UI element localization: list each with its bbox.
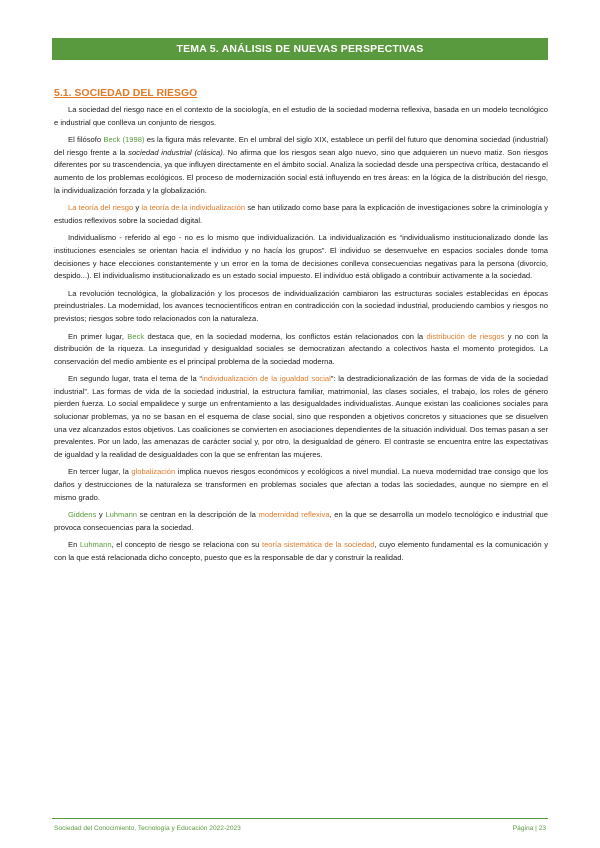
footer-page-number: Página | 23 [512, 825, 546, 832]
key-term: La teoría del riesgo [68, 203, 134, 213]
text-run: y [133, 203, 142, 213]
text-run: El filósofo [68, 135, 104, 145]
text-run: destaca que, en la sociedad moderna, los conflictos están relacionados con la [144, 331, 427, 341]
text-run: . No afirma que los riesgos sean algo nuevo, sino que adquieren un nuevo matiz. Son riesgos diferentes por su trascendencia, ya que influyen directamente en el ámbito social. Analiza la sociedad desde una perspectiva crítica, destacando el aumento de los problemas ecológicos. El proceso de modernización social está influyendo en tres áreas: en la lógica de la distribución del riesgo, la individualización forzada y la globalización. [54, 147, 548, 195]
paragraph [54, 232, 548, 282]
text-run: Individualismo - referido al ego - no es lo mismo que individualización. La individualización es “individualismo institucionalizado donde las instituciones esenciales se orientan hacia el individuo y no hacía los grupos”. El individuo se desenvuelve en espacios sociales donde toma decisiones y hace elecciones constantemente y un error en la toma de decisiones conlleva consecuencias negativas para la persona (divorcio, despido...). El individualismo institucionalizado es un estado social impuesto. El individuo está obligado a contribuir activamente a la sociedad. [54, 233, 548, 281]
paragraph [54, 288, 548, 326]
text-run: La revolución tecnológica, la globalización y los procesos de individualización cambiaron las estructuras sociales establecidas en épocas preindustriales. La modernidad, los avances tecnocientíficos entran en contradicción con la sociedad industrial, produciendo cambios y riesgos no previstos; riesgos sobre todo relacionados con la naturaleza. [54, 288, 548, 323]
key-term: globalización [131, 467, 176, 477]
key-term: modernidad reflexiva [258, 510, 330, 520]
paragraph [54, 104, 548, 129]
key-term: teoría sistemática de la sociedad [261, 540, 375, 550]
footer-course: Sociedad del Conocimiento, Tecnología y Educación 2022-2023 [54, 825, 241, 832]
text-run: es la figura más relevante. En el umbral del siglo XIX, establece un perfil del futuro que denomina sociedad (industrial) del riesgo frente a la [54, 135, 548, 157]
text-run: En segundo lugar, trata el tema de la “ [68, 374, 202, 384]
text-run: , en la que se desarrolla un modelo tecnológico e industrial que provoca consecuencias para la sociedad. [54, 510, 548, 532]
text-run: y no con la distribución de la riqueza. La inseguridad y desigualdad sociales se democratizan afectando a colectivos hasta el momento protegidos. La conservación del medio ambiente es el principal problema de la sociedad moderna. [54, 331, 548, 366]
key-term: la teoría de la individualización [141, 203, 246, 213]
text-run: En [68, 540, 80, 550]
paragraph [54, 466, 548, 504]
text-run: implica nuevos riesgos económicos y ecológicos a nivel mundial. La nueva modernidad trae consigo que los daños y destrucciones de la naturaleza se transformen en problemas sociales que afectan a todas las sociedades, aunque no siempre en el mismo grado. [54, 467, 548, 502]
text-run: En tercer lugar, la [68, 467, 132, 477]
text-run: La sociedad del riesgo nace en el contexto de la sociología, en el estudio de la sociedad moderna reflexiva, basada en un modelo tecnológico e industrial que conlleva un conjunto de riesgos. [54, 105, 548, 127]
text-run: se centran en la descripción de la [137, 510, 259, 520]
paragraph [54, 134, 548, 197]
footer-divider [52, 818, 548, 819]
text-run: , el concepto de riesgo se relaciona con su [111, 540, 262, 550]
text-run: ”: la destradicionalización de las formas de vida de la sociedad industrial”. Las formas de vida de la sociedad industrial, la estructura familiar, matrimonial, las clases sociales, el trabajo, los roles de género pierden fuerza. Lo social empalidece y surge un enfrentamiento a las desigualdades individualistas. Aunque existan las coaliciones sociales para solucionar problemas, ya no se basan en el esquema de clase social, sino que responden a objetivos concretos y situaciones que se disuelven una vez alcanzados estos objetivos. Las coaliciones se convierten en asociaciones dependientes de la situación individual. Dos temas pasan a ser prevalentes. Por un lado, las amenazas de carácter social y, por otro, la desigualdad de género. El contraste se encuentra entre las expectativas de igualdad y la realidad de desigualdades con la que se enfrentan las mujeres. [54, 374, 548, 459]
key-term: individualización de la igualdad social [201, 374, 331, 384]
body-text [54, 104, 548, 570]
paragraph [54, 202, 548, 227]
text-run: y [96, 510, 106, 520]
chapter-title-bar [52, 38, 548, 60]
text-run: En primer lugar, [68, 331, 128, 341]
paragraph [54, 509, 548, 534]
paragraph [54, 331, 548, 369]
key-term: distribución de riesgos [426, 331, 505, 341]
paragraph [54, 539, 548, 564]
author-ref: Beck (1998) [103, 135, 145, 145]
author-ref: Luhmann [79, 540, 112, 550]
text-run: sociedad industrial (clásica) [128, 147, 223, 157]
author-ref: Luhmann [105, 510, 138, 520]
author-ref: Beck [127, 331, 145, 341]
chapter-title: TEMA 5. ANÁLISIS DE NUEVAS PERSPECTIVAS [176, 43, 424, 55]
text-run: se han utilizado como base para la explicación de investigaciones sobre la criminología y estudios reflexivos sobre la sociedad digital. [54, 203, 548, 225]
paragraph [54, 373, 548, 461]
section-heading: 5.1. SOCIEDAD DEL RIESGO [54, 87, 198, 99]
text-run: , cuyo elemento fundamental es la comunicación y con la que está relacionada dicho concepto, puesto que es la responsable de dar y construir la realidad. [54, 540, 548, 562]
author-ref: Giddens [68, 510, 97, 520]
